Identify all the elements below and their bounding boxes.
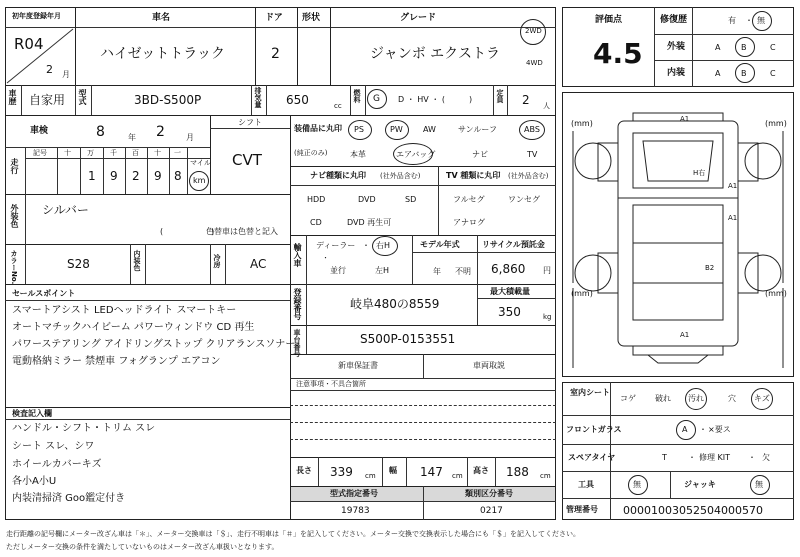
max-load-label: 最大積載量 (490, 287, 530, 296)
navi-label: ナビ種類に丸印 (310, 171, 366, 180)
fuel-options: D ・ HV ・ ( ) (398, 95, 473, 104)
new-car-cert: 新車保証書 (338, 361, 378, 370)
import-dealer: ディーラー (316, 241, 356, 250)
displacement-value: 650 (286, 93, 309, 107)
grade-value: ジャンボ エクストラ (370, 46, 501, 62)
sheet-kizu: キズ (754, 394, 770, 403)
color-note: 色替車は色替と記入 (206, 227, 278, 236)
drive-2wd: 2WD (525, 27, 542, 35)
import-right-h: 右H (376, 241, 391, 250)
damage-mark: A1 (728, 182, 738, 190)
navi-note: (社外品含む) (380, 172, 421, 180)
unit-0: 十 (64, 149, 71, 157)
ac-value: AC (250, 257, 267, 271)
unit-4: 十 (154, 149, 161, 157)
equip-navi: ナビ (472, 150, 488, 159)
registration-label: 登録番号 (293, 288, 302, 320)
capacity-value: 2 (522, 93, 530, 107)
height-value: 188 (506, 465, 529, 479)
inspection-year: 8 (96, 124, 105, 140)
tv-analog: アナログ (453, 218, 485, 227)
import-label: 輸入車 (293, 243, 302, 267)
jack-label: ジャッキ (684, 480, 716, 489)
grade-label: グレード (400, 13, 437, 23)
damage-mark: B2 (705, 264, 715, 272)
import-parallel: 並行 (330, 266, 346, 275)
model-value: 3BD-S500P (134, 93, 202, 107)
model-year-unit: 年 (433, 267, 441, 276)
navi-sd: SD (405, 195, 417, 204)
damage-mark: A1 (680, 331, 690, 339)
sheet-yogore: 汚れ (688, 394, 704, 403)
drive-4wd: 4WD (526, 59, 543, 67)
color-paren: ( ) (160, 227, 215, 236)
mile-label: マイル (190, 159, 211, 167)
equipment-note: (純正のみ) (294, 149, 328, 157)
equip-leather: 本革 (350, 150, 366, 159)
exterior-label: 外装 (667, 42, 686, 52)
sheet-ana: 穴 (728, 394, 736, 403)
registration-value: 岐阜480の8559 (350, 297, 440, 311)
notes-label: 注意事項・不具合箇所 (296, 380, 366, 388)
damage-mark: A1 (680, 115, 690, 123)
int-grade-a: A (715, 69, 721, 78)
inspector-label: 検査記入欄 (12, 409, 52, 418)
windshield-label: フロントガラス (566, 425, 622, 434)
equip-pw: PW (390, 125, 403, 134)
interior-label: 内装 (667, 68, 686, 78)
door-label: ドア (265, 13, 283, 23)
chassis-label: 車台番号 (293, 329, 301, 357)
width-unit: cm (452, 472, 463, 480)
inspector-line: ハンドル・シフト・トリム スレ (12, 423, 156, 434)
navi-hdd: HDD (307, 195, 326, 204)
car-body-diagram (563, 93, 793, 376)
shift-value: CVT (232, 151, 262, 169)
color-label: 外装色 (10, 204, 19, 228)
height-unit: cm (540, 472, 551, 480)
model-year-value: 不明 (455, 267, 471, 276)
import-sep: ・ (362, 241, 370, 250)
ruler-right-bottom: (mm) (765, 289, 787, 298)
car-name-label: 車名 (152, 13, 171, 23)
damage-mark-right: H右 (693, 169, 706, 177)
class-label: 類別区分番号 (465, 489, 513, 498)
sheet-koge: コゲ (620, 394, 636, 403)
displacement-unit: cc (334, 102, 342, 110)
class-value: 0217 (480, 506, 503, 516)
color-no-label: カラーNo. (10, 250, 18, 285)
repair-no: 無 (757, 16, 765, 25)
inspection-label: 車検 (30, 126, 49, 136)
windshield-a: A (682, 425, 688, 434)
inspector-line: シート スレ、シワ (12, 441, 95, 452)
damage-mark: A1 (728, 214, 738, 222)
length-label: 長さ (296, 466, 312, 475)
navi-cd: CD (310, 218, 322, 227)
capacity-label: 定員 (496, 89, 504, 103)
tv-fullseg: フルセグ (453, 195, 485, 204)
inspector-line: 各小A小U (12, 476, 57, 487)
import-left-h: 左H (375, 266, 390, 275)
footer-line-1: 走行距離の記号欄にメーター改ざん車は「＊」、メーター交換車は「＄」、走行不明車は「＃」を記入してください。メーター交換で交換表示した場合にも「＄」を記入してください。 (6, 530, 580, 538)
management-value: 00001003052504000570 (623, 504, 763, 517)
usage-label: 車歴 (8, 89, 17, 105)
max-load-unit: kg (543, 313, 552, 321)
spare-none: 欠 (762, 453, 770, 462)
year-value: R04 (14, 35, 44, 53)
mileage-digit-4: 8 (174, 169, 182, 183)
width-label: 幅 (389, 466, 397, 475)
ac-label: 冷房 (213, 254, 221, 268)
selling-point-line: 電動格納ミラー 禁煙車 フォグランプ エアコン (12, 356, 221, 367)
import-sep-2: ・ (322, 254, 329, 262)
recycle-unit: 円 (543, 266, 551, 275)
repair-yes: 有 (728, 16, 736, 25)
unit-3: 百 (132, 149, 139, 157)
fuel-label: 燃料 (353, 89, 361, 103)
capacity-unit: 人 (543, 102, 550, 110)
chassis-value: S500P-0153551 (360, 332, 456, 346)
mileage-digit-1: 9 (110, 169, 118, 183)
length-value: 339 (330, 465, 353, 479)
selling-points-label: セールスポイント (12, 289, 76, 298)
selling-point-line: オートマチックハイビーム パワーウィンドウ CD 再生 (12, 322, 255, 333)
sheet-yabure: 破れ (655, 394, 671, 403)
tv-label: TV 種類に丸印 (446, 171, 501, 180)
ruler-right-top: (mm) (765, 119, 787, 128)
month-value: 2 (46, 63, 53, 76)
length-unit: cm (365, 472, 376, 480)
repair-label: 修復歴 (660, 15, 688, 25)
selling-point-line: スマートアシスト LEDヘッドライト スマートキー (12, 305, 237, 316)
month-unit: 月 (62, 70, 70, 79)
ext-grade-b: B (741, 43, 747, 52)
tv-oneseg: ワンセグ (508, 195, 540, 204)
shape-label: 形状 (302, 13, 321, 23)
model-label: 型式 (78, 89, 87, 105)
windshield-sep: ・ (699, 425, 707, 434)
km-label: km (193, 176, 206, 185)
manual-cert: 車両取説 (473, 361, 505, 370)
car-name: ハイゼットトラック (100, 46, 226, 62)
repair-sep: ・ (745, 16, 753, 25)
door-value: 2 (271, 46, 280, 62)
windshield-x: ×要ス (708, 425, 731, 434)
color-value: シルバー (42, 203, 89, 217)
mileage-sign-label: 記号 (33, 149, 47, 157)
type-designation-value: 19783 (341, 506, 370, 516)
inspection-year-unit: 年 (128, 133, 136, 142)
int-grade-b: B (741, 69, 747, 78)
spare-sep-2: ・ (748, 453, 756, 462)
type-designation-label: 型式指定番号 (330, 489, 378, 498)
model-year-label: モデル年式 (420, 240, 460, 249)
inspector-line: ホイールカバーキズ (12, 459, 102, 470)
int-grade-c: C (770, 69, 776, 78)
spare-sep: ・ (688, 453, 696, 462)
footer-line-2: ただしメーター交換の条件を満たしていないものはメーター改ざん車扱いとなります。 (6, 543, 279, 551)
spare-tire-label: スペアタイヤ (568, 453, 616, 462)
mileage-digit-3: 9 (154, 169, 162, 183)
equip-airbag: エアバッグ (396, 150, 436, 159)
shift-label: シフト (238, 118, 262, 127)
equip-abs: ABS (524, 125, 540, 134)
displacement-label: 排気量 (254, 87, 262, 108)
mileage-digit-0: 1 (88, 169, 96, 183)
unit-2: 千 (110, 149, 117, 157)
equip-aw: AW (423, 125, 436, 134)
ext-grade-c: C (770, 43, 776, 52)
tools-label: 工具 (578, 480, 594, 489)
inspection-month: 2 (156, 124, 165, 140)
year-label: 初年度登録年月 (12, 12, 61, 20)
navi-dvd: DVD (358, 195, 376, 204)
tv-note: (社外品含む) (508, 172, 549, 180)
equip-sunroof: サンルーフ (458, 125, 497, 134)
equip-ps: PS (354, 125, 364, 134)
score-value: 4.5 (593, 37, 643, 70)
selling-point-line: パワーステアリング アイドリングストップ クリアランスソナー (12, 339, 296, 350)
sheet-label-1: 室内シート (570, 388, 610, 397)
mileage-digit-2: 2 (132, 169, 140, 183)
spare-t: T (662, 453, 667, 462)
mileage-label: 走行 (10, 158, 19, 174)
inspector-line: 内装清掃済 Goo鑑定付き (12, 493, 126, 504)
usage-value: 自家用 (29, 93, 66, 107)
ruler-left-top: (mm) (571, 119, 593, 128)
unit-1: 万 (87, 149, 94, 157)
color-no-value: S28 (67, 257, 90, 271)
max-load-value: 350 (498, 305, 521, 319)
inspection-month-unit: 月 (186, 133, 194, 142)
management-label: 管理番号 (566, 505, 598, 514)
interior-color-label: 内装色 (133, 250, 141, 271)
score-label: 評価点 (595, 15, 623, 25)
ruler-left-bottom: (mm) (571, 289, 593, 298)
equip-tv: TV (527, 150, 538, 159)
fuel-g: G (373, 94, 380, 104)
tools-value: 無 (633, 480, 641, 489)
jack-value: 無 (755, 480, 763, 489)
height-label: 高さ (473, 466, 489, 475)
spare-repair-kit: 修理 KIT (699, 453, 731, 462)
recycle-label: リサイクル預託金 (482, 240, 545, 249)
unit-5: 一 (174, 149, 181, 157)
width-value: 147 (420, 465, 443, 479)
ext-grade-a: A (715, 43, 721, 52)
recycle-value: 6,860 (491, 262, 526, 276)
navi-dvd-play: DVD 再生可 (347, 218, 392, 227)
equipment-label: 装備品に丸印 (294, 124, 342, 133)
